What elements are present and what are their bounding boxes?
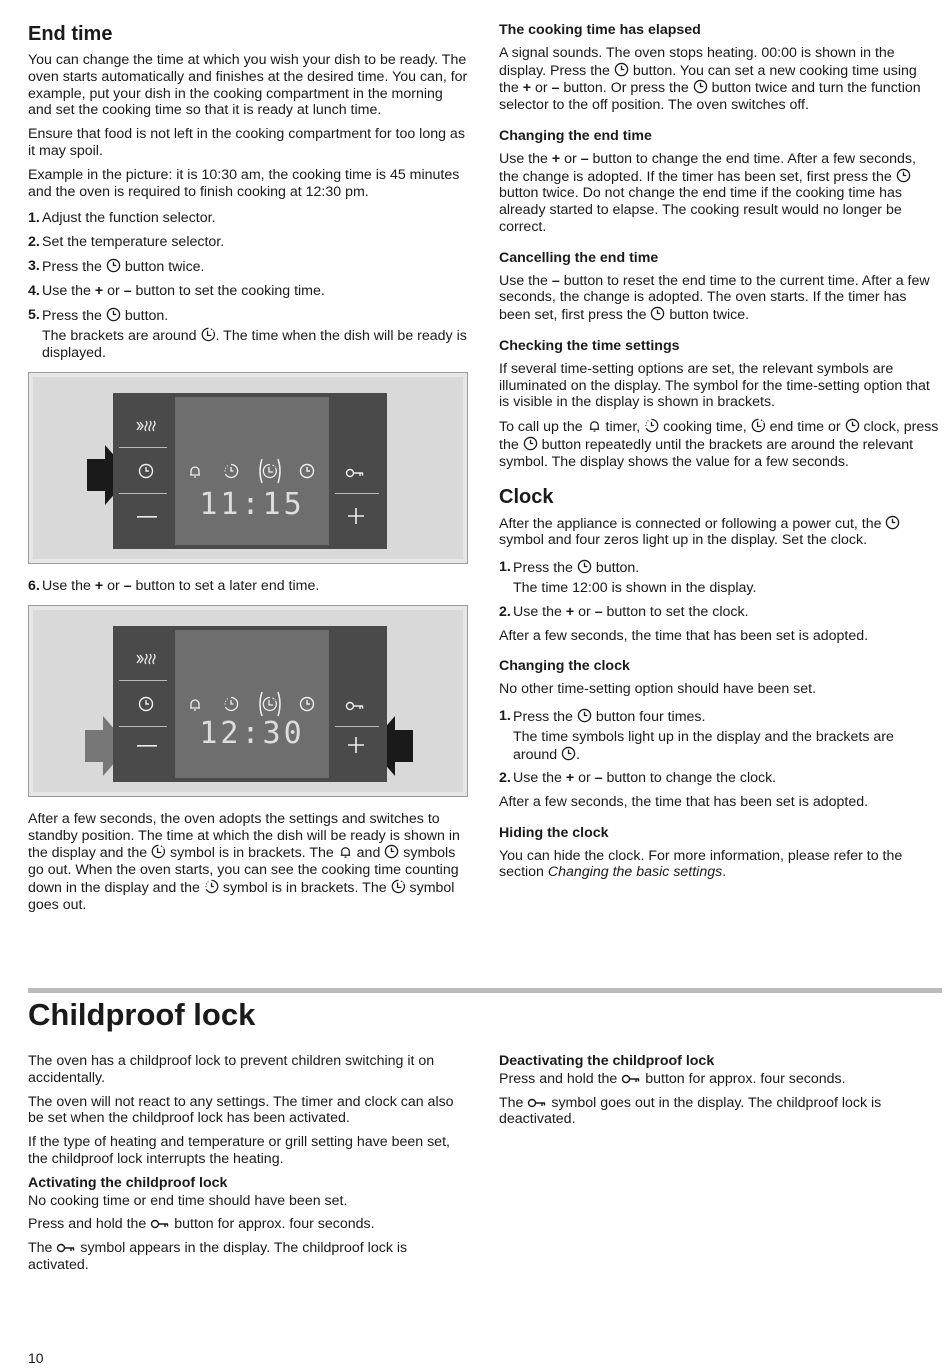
checking-para1: If several time-setting options are set, the relevant symbols are illuminated on the display. The symbol for the time-setting option that is visible in the display is shown in brackets.: [499, 360, 930, 411]
heating-mode-icon: [135, 652, 159, 666]
activating-text1: No cooking time or end time should have been set.: [28, 1192, 348, 1209]
activating-heading: Activating the childproof lock: [28, 1174, 228, 1191]
hiding-clock-heading: Hiding the clock: [499, 824, 609, 841]
end-time-icon: [751, 418, 766, 433]
changing-clock-step-1-result: The time symbols light up in the display and the brackets are around .: [513, 728, 894, 763]
minus-button-icon: [137, 744, 157, 748]
step-1: 1. Adjust the function selector.: [28, 210, 216, 227]
display-time: 12:30: [199, 715, 305, 751]
clock-icon: [650, 306, 665, 321]
activating-text3: The symbol appears in the display. The childproof lock is activated.: [28, 1240, 408, 1273]
elapsed-section: [499, 22, 939, 114]
timer-bell-icon: [187, 696, 203, 712]
clock-icon: [106, 258, 121, 273]
key-lock-icon: [345, 700, 365, 712]
changing-end-text: Use the + or – button to change the end time. After a few seconds, the change is adopted. If the timer has been set, first press the button twice. Do not change the end time if the cooking time has already started to elapse. The cooking result would no longer be correct.: [499, 150, 916, 235]
clock-step-2: 2. Use the + or – button to set the clock.: [499, 603, 749, 620]
childproof-left: [28, 1053, 468, 1281]
right-column: [499, 22, 939, 895]
page-number: 10: [28, 1350, 44, 1366]
section-divider: [28, 988, 942, 993]
key-icon: [150, 1218, 170, 1230]
key-icon: [621, 1073, 641, 1085]
cooking-time-icon: [204, 879, 219, 894]
clock-icon: [614, 62, 629, 77]
key-lock-icon: [345, 467, 365, 479]
oven-display: [175, 630, 329, 778]
step-6: 6. Use the + or – button to set a later end time.: [28, 577, 320, 594]
oven-panel-illustration-1: [28, 372, 468, 564]
checking-section: [499, 338, 939, 471]
section-reference: Changing the basic settings: [547, 864, 723, 881]
clock-icon: [885, 515, 900, 530]
plus-button-icon: [347, 507, 365, 525]
clock-icon: [845, 418, 860, 433]
end-time-para2: Ensure that food is not left in the cooking compartment for too long as it may spoil.: [28, 126, 465, 159]
clock-icon: [577, 559, 592, 574]
clock-button-icon: [138, 696, 154, 712]
changing-clock-step-2: 2. Use the + or – button to change the clock.: [499, 770, 777, 787]
step-2: 2. Set the temperature selector.: [28, 234, 225, 251]
oven-panel-illustration-2: [28, 605, 468, 797]
childproof-title: Childproof lock: [28, 997, 256, 1032]
deactivating-heading: Deactivating the childproof lock: [499, 1053, 715, 1069]
checking-heading: Checking the time settings: [499, 337, 680, 354]
clock-after: After a few seconds, the time that has been set is adopted.: [499, 627, 869, 644]
childproof-right: [499, 1053, 939, 1135]
clock-icon: [896, 168, 911, 183]
clock-heading: Clock: [499, 485, 554, 508]
changing-clock-section: [499, 658, 939, 811]
cancel-end-heading: Cancelling the end time: [499, 249, 659, 266]
clock-display-icon: [299, 463, 315, 479]
cooking-time-icon: [223, 696, 239, 712]
childproof-para3: If the type of heating and temperature or grill setting have been set, the childproof lock interrupts the heating.: [28, 1134, 450, 1167]
changing-end-heading: Changing the end time: [499, 127, 652, 144]
after-settings-para: After a few seconds, the oven adopts the settings and switches to standby position. The time at which the dish will be ready is shown in the display and the symbol is in brackets. The and symbols go out. When the oven starts, you can see the cooking time counting down in the display and the symbol is in brackets. The symbol goes out.: [28, 810, 460, 913]
step-4: 4. Use the + or – button to set the cooking time.: [28, 282, 325, 299]
end-time-icon: [201, 327, 216, 342]
end-time-heading: End time: [28, 23, 113, 45]
elapsed-heading: The cooking time has elapsed: [499, 22, 701, 38]
clock-icon: [106, 307, 121, 322]
clock-button-icon: [138, 463, 154, 479]
oven-display: [175, 397, 329, 545]
activating-text2: Press and hold the button for approx. four seconds.: [28, 1216, 375, 1233]
changing-clock-para: No other time-setting option should have been set.: [499, 681, 817, 698]
changing-end-section: [499, 128, 939, 236]
key-icon: [56, 1242, 76, 1254]
step-5-result: The brackets are around . The time when the dish will be ready is displayed.: [42, 328, 467, 362]
clock-icon: [561, 746, 576, 761]
changing-clock-after: After a few seconds, the time that has been set is adopted.: [499, 794, 869, 811]
clock-icon: [577, 708, 592, 723]
cancel-end-text: Use the – button to reset the end time to the current time. After a few seconds, the change is adopted. The oven starts. If the timer has been set, first press the button twice.: [499, 272, 930, 324]
oven-control-panel: [113, 393, 387, 549]
checking-para2: To call up the timer, cooking time, end time or clock, press the button repeatedly until the brackets are around the relevant symbol. The display shows the value for a few seconds.: [499, 419, 939, 470]
clock-section: [499, 485, 939, 645]
timer-bell-icon: [187, 463, 203, 479]
clock-display-icon: [299, 696, 315, 712]
deactivating-text1: Press and hold the button for approx. four seconds.: [499, 1070, 846, 1087]
display-time: 11:15: [199, 486, 305, 522]
plus-button-icon: [347, 736, 365, 754]
clock-icon: [693, 79, 708, 94]
timer-bell-icon: [587, 418, 602, 433]
elapsed-text: A signal sounds. The oven stops heating. 00:00 is shown in the display. Press the button. You can set a new cooking time using the + or – button. Or press the button twice and turn the function selector to the off position. The oven switches off.: [499, 44, 921, 114]
cooking-time-icon: [223, 463, 239, 479]
hiding-clock-text: You can hide the clock. For more information, please refer to the section Changing the basic settings.: [499, 847, 903, 881]
end-time-section: [28, 22, 468, 921]
oven-control-panel: [113, 626, 387, 782]
end-time-bracketed-icon: [257, 457, 283, 485]
deactivating-text2: The symbol goes out in the display. The childproof lock is deactivated.: [499, 1094, 882, 1128]
timer-bell-icon: [338, 844, 353, 859]
end-time-para3: Example in the picture: it is 10:30 am, the cooking time is 45 minutes and the oven is required to finish cooking at 12:30 pm.: [28, 166, 460, 200]
heating-mode-icon: [135, 419, 159, 433]
changing-clock-heading: Changing the clock: [499, 658, 630, 675]
childproof-para1: The oven has a childproof lock to prevent children switching it on accidentally.: [28, 1053, 435, 1086]
step-5: 5. Press the button.: [28, 306, 169, 324]
key-icon: [527, 1097, 547, 1109]
childproof-para2: The oven will not react to any settings. The timer and clock can also be set when the childproof lock has been activated.: [28, 1093, 454, 1127]
changing-clock-step-1: 1. Press the button four times.: [499, 707, 706, 725]
minus-button-icon: [137, 515, 157, 519]
end-time-para1: You can change the time at which you wish your dish to be ready. The oven starts automatically and finishes at the desired time. You can, for example, put your dish in the cooking compartment in the morning and set the cooking time so that it is ready at lunch time.: [28, 52, 468, 119]
clock-intro: After the appliance is connected or following a power cut, the symbol and four zeros light up in the display. Set the clock.: [499, 515, 939, 550]
step-3: 3. Press the button twice.: [28, 257, 205, 275]
clock-icon: [523, 436, 538, 451]
cancel-end-section: [499, 250, 939, 324]
end-time-icon: [151, 844, 166, 859]
clock-icon: [384, 844, 399, 859]
hiding-clock-section: [499, 825, 939, 881]
end-time-icon: [391, 879, 406, 894]
end-time-bracketed-icon: [257, 690, 283, 718]
clock-step-1: 1. Press the button.: [499, 559, 640, 577]
cooking-time-icon: [644, 418, 659, 433]
clock-step-1-result: The time 12:00 is shown in the display.: [513, 579, 757, 596]
